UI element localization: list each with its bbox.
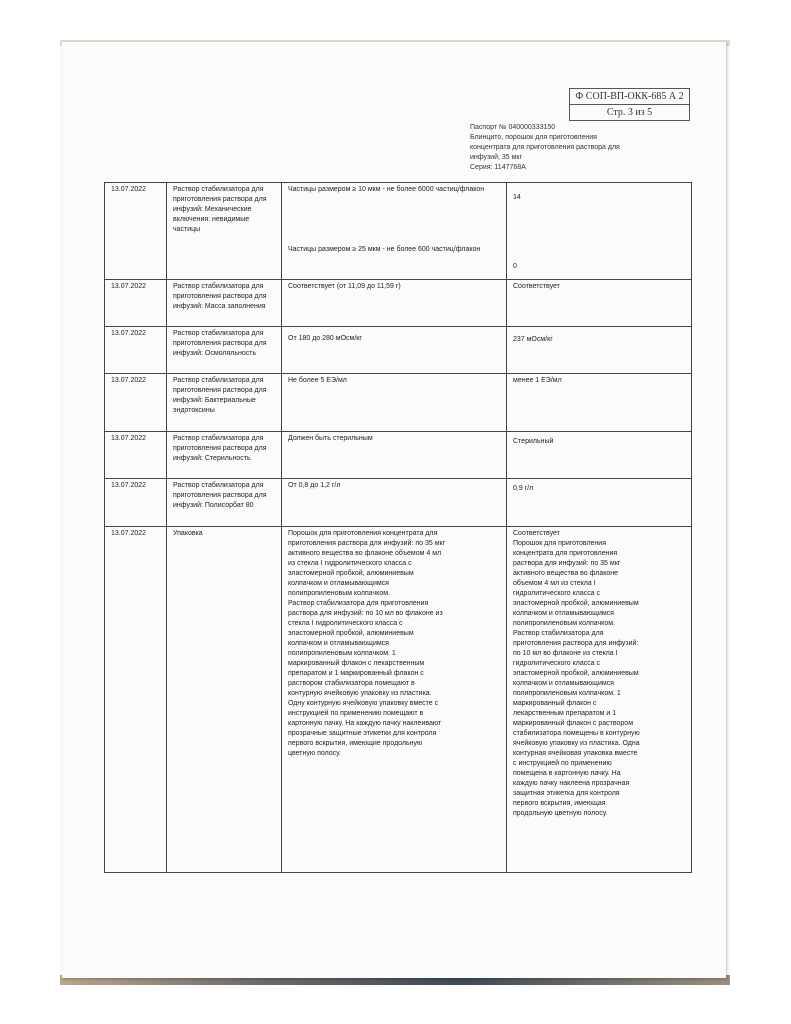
- test-results-table: [104, 182, 692, 873]
- test-date: 13.07.2022: [105, 479, 167, 527]
- test-date: 13.07.2022: [105, 432, 167, 479]
- test-result: [507, 432, 692, 479]
- product-name-line-2: концентрата для приготовления раствора для: [470, 144, 620, 151]
- result-particles-10: 14: [513, 194, 521, 201]
- test-result: Соответствует Порошок для приготовления концентрата для приготовления раствора для инфузий: по 35 мкг активного вещества во флаконе объемом 4 мл из стекла I гидролитического класса с эластомерной пробкой, алюминиевым колпачком и отламывающимся полипропиленовым колпачком. Раствор стабилизатора для приготовления раствора для инфузий: по 10 мл во флаконе из стекла I гидролитического класса с эластомерной пробкой, алюминиевым колпачком и отламывающимся полипропиленовым колпачком. 1 маркированный флакон с лекарственным препаратом и 1 маркированный флакон с раствором стабилизатора помещены в контурную ячейковую упаковку из пластика. Одна контурная ячейковая упаковка вместе с инструкцией по применению помещена в картонную пачку. На каждую пачку наклеена прозрачная защитная этикетка для контроля первого вскрытия, имеющая продольную цветную полосу.: [507, 527, 692, 873]
- test-name: Упаковка: [167, 527, 282, 873]
- table-row: [105, 479, 692, 527]
- spacer: [513, 203, 685, 262]
- series-number: Серия: 1147768А: [470, 164, 526, 171]
- result-value: 0,9 г/л: [513, 485, 534, 492]
- table-row: [105, 327, 692, 374]
- test-result: Соответствует: [507, 280, 692, 327]
- test-date: 13.07.2022: [105, 280, 167, 327]
- test-name: Раствор стабилизатора для приготовления раствора для инфузий: Механические включения: невидимые частицы: [167, 183, 282, 280]
- table-row: [105, 183, 692, 280]
- test-result: менее 1 ЕЭ/мл: [507, 374, 692, 432]
- norm-value: От 180 до 280 мОсм/кг: [288, 335, 362, 342]
- test-norm: Соответствует (от 11,09 до 11,59 г): [282, 280, 507, 327]
- table-row: [105, 280, 692, 327]
- passport-number: Паспорт № 040000333150: [470, 124, 556, 131]
- norm-particles-25: Частицы размером ≥ 25 мкм - не более 600 частиц/флакон: [288, 246, 481, 253]
- result-value: 237 мОсм/кг: [513, 336, 553, 343]
- product-name-line-1: Блинцито, порошок для приготовления: [470, 134, 597, 141]
- page-number: Стр. 3 из 5: [569, 105, 690, 121]
- table-row: [105, 374, 692, 432]
- test-norm: Не более 5 ЕЭ/мл: [282, 374, 507, 432]
- test-name: Раствор стабилизатора для приготовления раствора для инфузий: Бактериальные эндотоксины: [167, 374, 282, 432]
- result-particles-25: 0: [513, 263, 517, 270]
- test-result: [507, 479, 692, 527]
- table-row: [105, 527, 692, 873]
- spacer: [288, 195, 500, 245]
- test-norm: [282, 183, 507, 280]
- form-code: Ф СОП-ВП-ОКК-685 А 2: [569, 88, 690, 105]
- form-code-box: [569, 88, 690, 121]
- test-norm: От 0,8 до 1,2 г/л: [282, 479, 507, 527]
- norm-particles-10: Частицы размером ≥ 10 мкм - не более 6000 частиц/флакон: [288, 186, 485, 193]
- test-norm: Порошок для приготовления концентрата для приготовления раствора для инфузий: по 35 мкг активного вещества во флаконе объемом 4 мл из стекла I гидролитического класса с эластомерной пробкой, алюминиевым колпачком и отламывающимся полипропиленовым колпачком. Раствор стабилизатора для приготовления раствора для инфузий: по 10 мл во флаконе из стекла I гидролитического класса с эластомерной пробкой, алюминиевым колпачком и отламывающимся полипропиленовым колпачком. 1 маркированный флакон с лекарственным препаратом и 1 маркированный флакон с раствором стабилизатора помещают в контурную ячейковую упаковку из пластика. Одну контурную ячейковую упаковку вместе с инструкцией по применению помещают в картонную пачку. На каждую пачку наклеивают прозрачные защитные этикетки для контроля первого вскрытия, имеющие продольную цветную полосу.: [282, 527, 507, 873]
- passport-header: [470, 123, 660, 173]
- table-row: [105, 432, 692, 479]
- test-date: 13.07.2022: [105, 327, 167, 374]
- test-date: 13.07.2022: [105, 374, 167, 432]
- product-name-line-3: инфузий, 35 мкг: [470, 154, 523, 161]
- test-name: Раствор стабилизатора для приготовления раствора для инфузий: Осмоляльность: [167, 327, 282, 374]
- test-norm: [282, 327, 507, 374]
- test-date: 13.07.2022: [105, 527, 167, 873]
- test-result: [507, 183, 692, 280]
- test-norm: Должен быть стерильным: [282, 432, 507, 479]
- test-name: Раствор стабилизатора для приготовления раствора для инфузий: Масса заполнения: [167, 280, 282, 327]
- test-name: Раствор стабилизатора для приготовления раствора для инфузий: Стерильность: [167, 432, 282, 479]
- test-result: [507, 327, 692, 374]
- test-date: 13.07.2022: [105, 183, 167, 280]
- test-name: Раствор стабилизатора для приготовления раствора для инфузий: Полисорбат 80: [167, 479, 282, 527]
- result-value: Стерильный: [513, 438, 554, 445]
